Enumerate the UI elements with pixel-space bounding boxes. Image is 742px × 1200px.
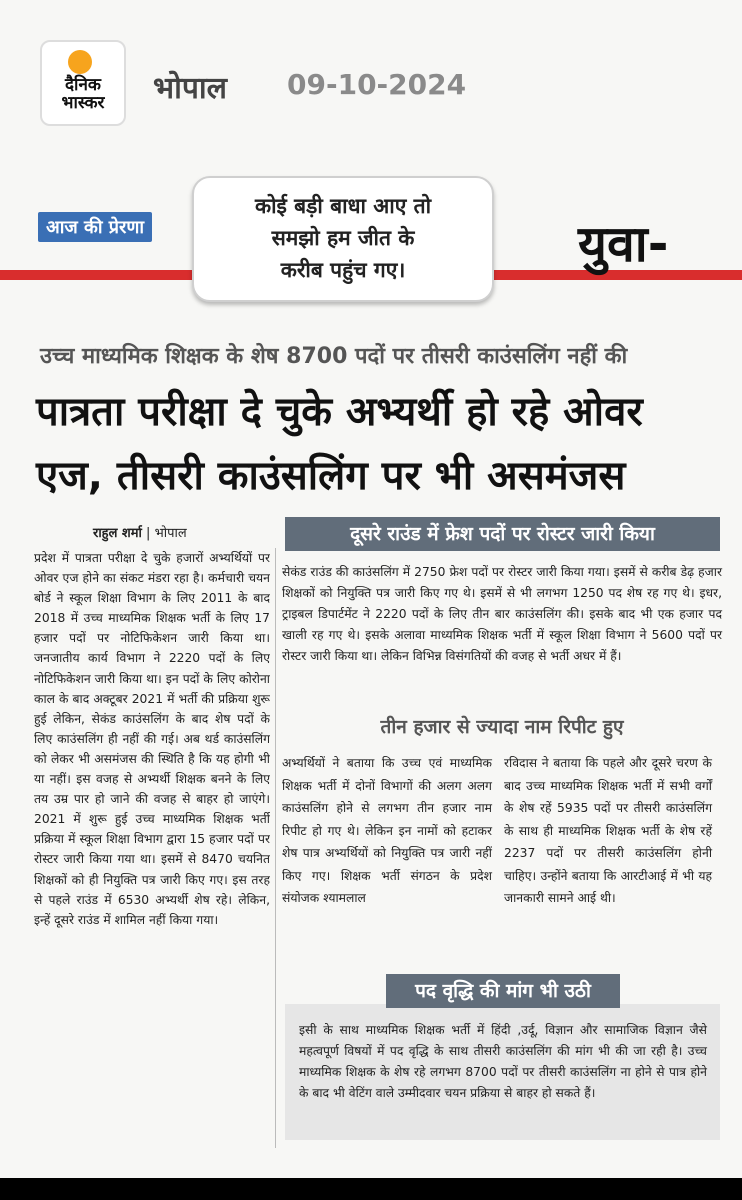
paragraph-second-round: सेकंड राउंड की काउंसलिंग में 2750 फ्रेश पदों पर रोस्टर जारी किया गया। इसमें से करीब डेढ़ हजार शिक्षकों को नियुक्ति पत्र जारी किए गए थे। इसमें से भी लगभग 1250 पद शेष रह गए थे। इधर, ट्राइबल डिपार्टमेंट ने 2220 पदों के लिए तीन बार काउंसलिंग की। इसके बाद भी एक हजार पद खाली रह गए थे। इसके अलावा माध्यमिक शिक्षक भर्ती में स्कूल शिक्षा विभाग ने 5600 पदों पर रोस्टर जारी किया था। लेकिन विभिन्न विसंगतियों की वजह से भर्ती अधर में हैं। bbox=[282, 565, 722, 663]
two-column-section bbox=[282, 752, 722, 972]
edition-date: 09-10-2024 bbox=[287, 68, 467, 101]
logo-text-line2: भास्कर bbox=[61, 93, 105, 113]
dainik-bhaskar-logo bbox=[40, 40, 126, 126]
quote-line: समझो हम जीत के bbox=[271, 226, 415, 250]
byline: राहुल शर्मा | भोपाल bbox=[93, 526, 187, 541]
subheading-names-repeated: तीन हजार से ज्यादा नाम रिपीट हुए bbox=[380, 716, 624, 738]
column-divider bbox=[275, 548, 276, 1148]
headline-line1: पात्रता परीक्षा दे चुके अभ्यर्थी हो रहे ओवर bbox=[36, 389, 643, 435]
left-column-text: प्रदेश में पात्रता परीक्षा दे चुके हजारों अभ्यर्थियों पर ओवर एज होने का संकट मंडरा रहा है। कर्मचारी चयन बोर्ड ने स्कूल शिक्षा विभाग के लिए 2011 के बाद 2018 में उच्च माध्यमिक शिक्षक भर्ती के लिए 17 हजार पदों पर नोटिफिकेशन जारी किया था। जनजातीय कार्य विभाग ने 2220 पदों के लिए नोटिफिकेशन जारी किया था। इन पदों के लिए कोरोना काल के बाद अक्टूबर 2021 में भर्ती की प्रक्रिया शुरू हुई लेकिन, सेकंड काउंसलिंग के बाद शेष पदों के लिए काउंसलिंग ही नहीं की गई। अब थर्ड काउंसलिंग को लेकर भी असमंजस की स्थिति है कि यह होगी भी या नहीं। इस वजह से अभ्यर्थी शिक्षक बनने के लिए तय उम्र पार हो जाने की वजह से बाहर हो जाएंगे। 2021 में शुरू हुई उच्च माध्यमिक शिक्षक भर्ती प्रक्रिया में स्कूल शिक्षा विभाग द्वारा 15 हजार पदों पर रोस्टर जारी किया गया था। इसमें से 8470 चयनित शिक्षकों को ही नियुक्ति पत्र जारी किए गए। इस तरह से पहले राउंड में 6530 अभ्यर्थी शेष रहे। लेकिन, इन्हें दूसरे राउंड में शामिल नहीं किया गया। bbox=[34, 551, 270, 927]
edition-city: भोपाल bbox=[153, 71, 228, 106]
sun-icon bbox=[68, 50, 92, 74]
subheading-fresh-posts: दूसरे राउंड में फ्रेश पदों पर रोस्टर जारी किया bbox=[285, 517, 720, 551]
inspiration-tag: आज की प्रेरणा bbox=[38, 212, 152, 242]
bottom-black-bar bbox=[0, 1192, 742, 1200]
article-kicker: उच्च माध्यमिक शिक्षक के शेष 8700 पदों पर तीसरी काउंसलिंग नहीं की bbox=[40, 344, 628, 369]
logo-text-line1: दैनिक bbox=[65, 75, 101, 95]
headline-line2: एज, तीसरी काउंसलिंग पर भी असमंजस bbox=[36, 453, 626, 499]
byline-city: भोपाल bbox=[154, 526, 187, 541]
paragraph-post-increase: इसी के साथ माध्यमिक शिक्षक भर्ती में हिंदी ,उर्दू, विज्ञान और सामाजिक विज्ञान जैसे महत्वपूर्ण विषयों में पद वृद्धि के साथ तीसरी काउंसलिंग की मांग भी की जा रही है। उच्च माध्यमिक शिक्षक के शेष रहे लगभग 8700 पदों पर तीसरी काउंसलिंग ना होने से पात्र होने के बाद भी वेटिंग वाले उम्मीदवार चयन प्रक्रिया से बाहर हो सकते हैं। bbox=[299, 1023, 707, 1100]
paragraph-candidates-said: अभ्यर्थियों ने बताया कि उच्च एवं माध्यमिक शिक्षक भर्ती में दोनों विभागों की अलग अलग काउंसलिंग होने से लगभग तीन हजार नाम रिपीट हो गए थे। लेकिन इन नामों को हटाकर शेष पात्र अभ्यर्थियों को नियुक्ति पत्र जारी नहीं किए गए। शिक्षक भर्ती संगठन के प्रदेश संयोजक श्यामलाल bbox=[282, 756, 492, 905]
inspiration-quote-box bbox=[192, 176, 494, 302]
section-heading-yuva: युवा- bbox=[578, 215, 669, 273]
quote-line: कोई बड़ी बाधा आए तो bbox=[254, 194, 432, 218]
quote-line: करीब पहुंच गए। bbox=[280, 258, 406, 282]
byline-name: राहुल शर्मा bbox=[93, 526, 142, 541]
post-increase-box bbox=[285, 1004, 720, 1140]
subheading-post-increase: पद वृद्धि की मांग भी उठी bbox=[386, 974, 620, 1008]
paragraph-ravidas-said: रविदास ने बताया कि पहले और दूसरे चरण के बाद उच्च माध्यमिक शिक्षक भर्ती में सभी वर्गों के शेष रहें 5935 पदों पर तीसरी काउंसलिंग के साथ ही माध्यमिक शिक्षक भर्ती के शेष रहें 2237 पदों पर तीसरी काउंसलिंग होनी चाहिए। उन्होंने बताया कि आरटीआई में भी यह जानकारी सामने आई थी। bbox=[504, 756, 712, 905]
